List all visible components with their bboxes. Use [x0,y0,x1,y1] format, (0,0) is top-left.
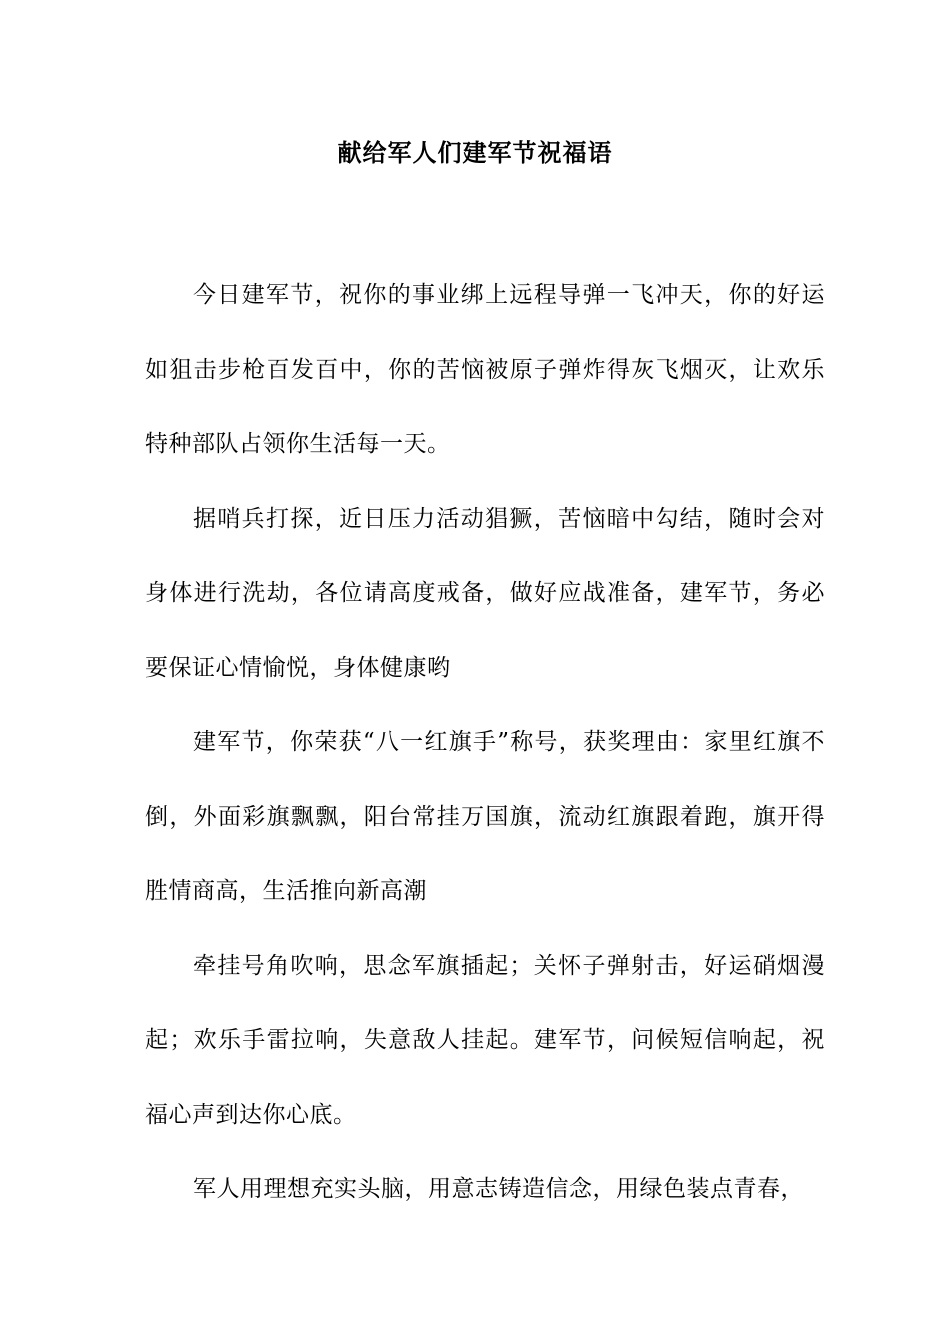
paragraph-5: 军人用理想充实头脑，用意志铸造信念，用绿色装点青春， [193,1176,804,1202]
paragraph-2: 据哨兵打探，近日压力活动猖獗，苦恼暗中勾结，随时会对身体进行洗劫，各位请高度戒备，做好应战准备，建军节，务必要保证心情愉悦，身体健康哟 [145,505,825,681]
document-title: 献给军人们建军节祝福语 [337,138,613,167]
document-body [145,258,825,1227]
paragraph-3: 建军节，你荣获“八一红旗手”称号，获奖理由：家里红旗不倒，外面彩旗飘飘，阳台常挂万国旗，流动红旗跟着跑，旗开得胜情商高，生活推向新高潮 [145,729,825,904]
paragraph-1: 今日建军节，祝你的事业绑上远程导弹一飞冲天，你的好运如狙击步枪百发百中，你的苦恼被原子弹炸得灰飞烟灭，让欢乐特种部队占领你生活每一天。 [145,282,825,457]
paragraph-4: 牵挂号角吹响，思念军旗插起；关怀子弹射击，好运硝烟漫起；欢乐手雷拉响，失意敌人挂起。建军节，问候短信响起，祝福心声到达你心底。 [145,952,825,1128]
